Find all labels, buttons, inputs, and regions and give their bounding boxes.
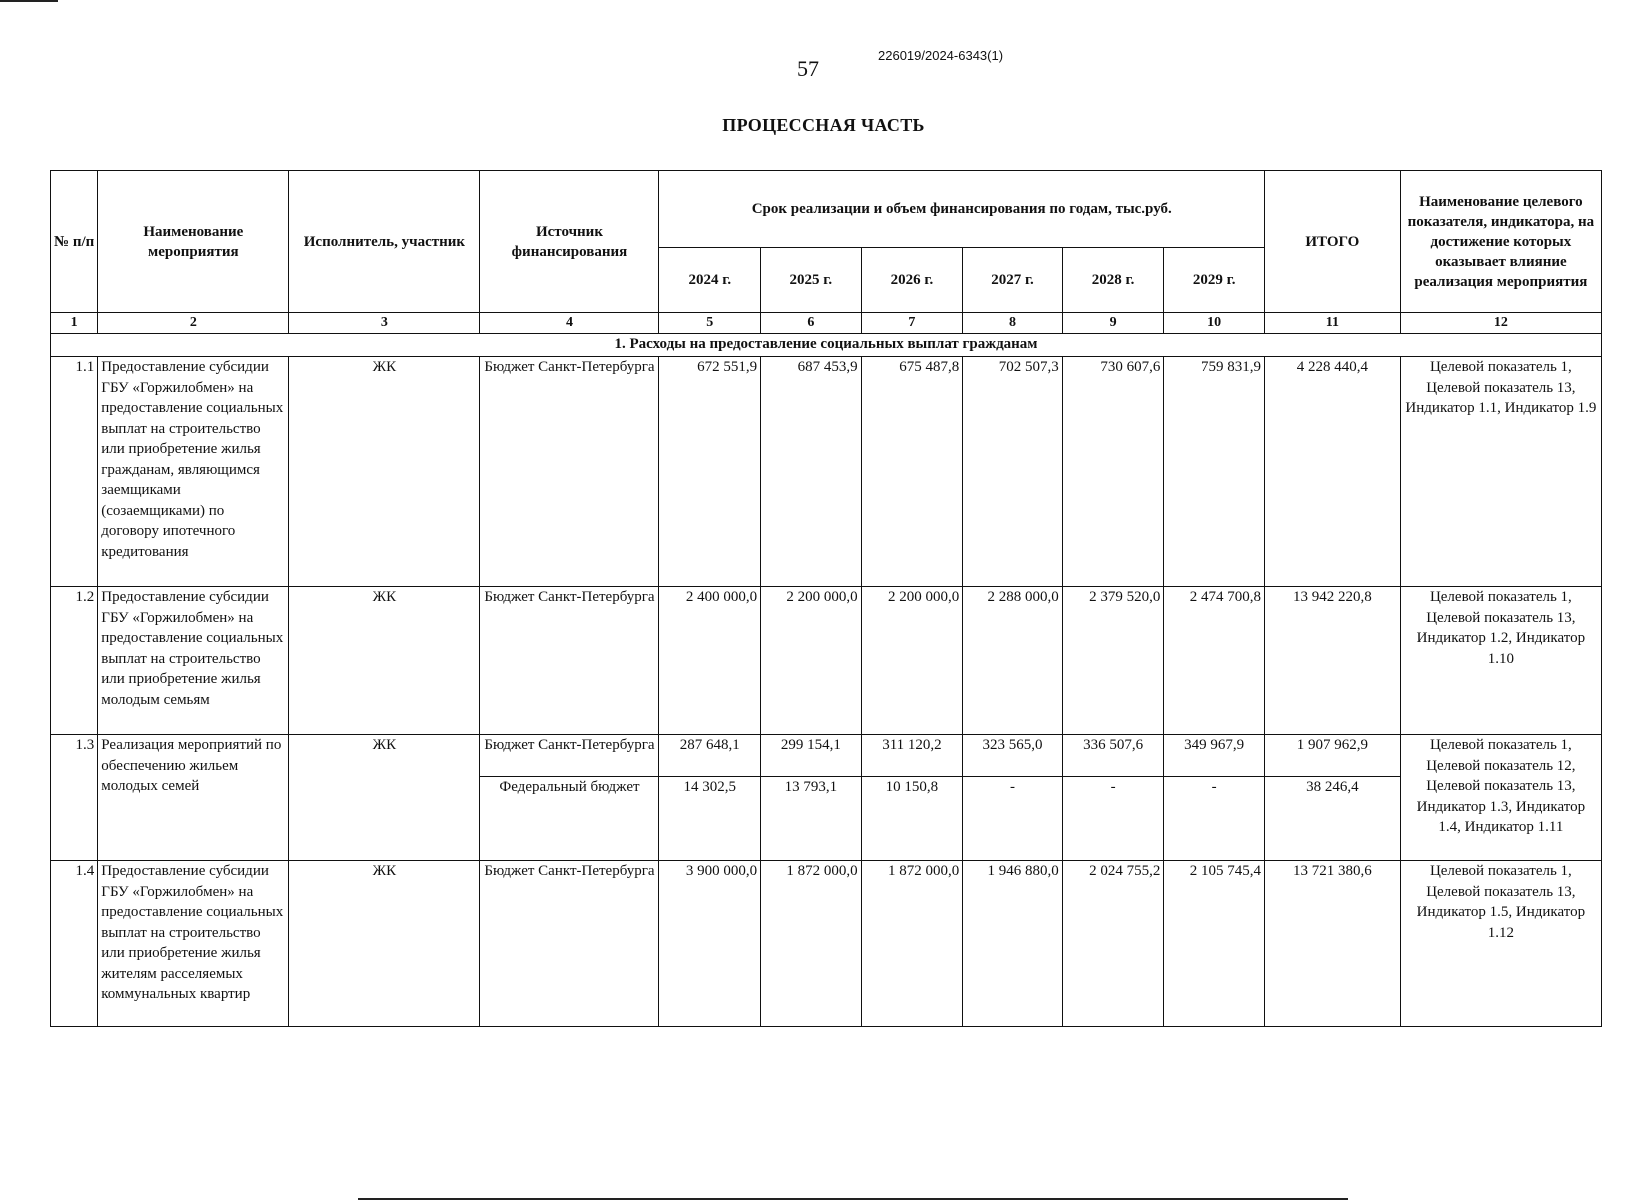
value-2026: 311 120,2 <box>861 735 963 777</box>
column-number: 11 <box>1264 313 1400 334</box>
value-2025: 2 200 000,0 <box>761 587 862 735</box>
value-2029: 349 967,9 <box>1164 735 1265 777</box>
value-2026: 10 150,8 <box>861 777 963 861</box>
column-number: 10 <box>1164 313 1265 334</box>
header-year-2028: 2028 г. <box>1062 248 1164 313</box>
scan-mark-top <box>0 0 58 2</box>
indicators: Целевой показатель 1, Целевой показатель 12, Целевой показатель 13, Индикатор 1.3, Индикатор 1.4, Индикатор 1.11 <box>1400 735 1601 861</box>
value-2028: - <box>1062 777 1164 861</box>
value-2029: 759 831,9 <box>1164 357 1265 587</box>
header-name: Наименование мероприятия <box>98 171 289 313</box>
page-title: ПРОЦЕССНАЯ ЧАСТЬ <box>722 115 925 135</box>
value-2029: - <box>1164 777 1265 861</box>
column-number: 7 <box>861 313 963 334</box>
value-2024: 672 551,9 <box>659 357 761 587</box>
header-no: № п/п <box>51 171 98 313</box>
header-indicator: Наименование целевого показателя, индикатора, на достижение которых оказывает влияние реализация мероприятия <box>1400 171 1601 313</box>
executor: ЖК <box>289 587 480 735</box>
column-number: 2 <box>98 313 289 334</box>
total-value: 4 228 440,4 <box>1264 357 1400 587</box>
process-table <box>50 170 1602 1027</box>
table-row <box>51 735 1602 777</box>
row-number: 1.4 <box>51 861 98 1027</box>
value-2027: - <box>963 777 1063 861</box>
table-row <box>51 861 1602 1027</box>
value-2027: 1 946 880,0 <box>963 861 1063 1027</box>
indicators: Целевой показатель 1, Целевой показатель 13, Индикатор 1.5, Индикатор 1.12 <box>1400 861 1601 1027</box>
header-total: ИТОГО <box>1264 171 1400 313</box>
value-2024: 14 302,5 <box>659 777 761 861</box>
page-number: 57 <box>797 56 819 81</box>
value-2024: 3 900 000,0 <box>659 861 761 1027</box>
header-year-2029: 2029 г. <box>1164 248 1265 313</box>
value-2024: 287 648,1 <box>659 735 761 777</box>
executor: ЖК <box>289 735 480 861</box>
column-number: 1 <box>51 313 98 334</box>
value-2027: 2 288 000,0 <box>963 587 1063 735</box>
value-2028: 2 379 520,0 <box>1062 587 1164 735</box>
activity-name: Предоставление субсидии ГБУ «Горжилобмен» на предоставление социальных выплат на строительство или приобретение жилья гражданам, являющимся заемщиками (созаемщиками) по договору ипотечного кредитования <box>98 357 289 587</box>
section-title: 1. Расходы на предоставление социальных выплат гражданам <box>51 334 1602 357</box>
column-number: 5 <box>659 313 761 334</box>
column-number: 3 <box>289 313 480 334</box>
row-number: 1.2 <box>51 587 98 735</box>
value-2029: 2 105 745,4 <box>1164 861 1265 1027</box>
row-number: 1.3 <box>51 735 98 861</box>
value-2027: 323 565,0 <box>963 735 1063 777</box>
column-number: 6 <box>761 313 862 334</box>
total-value: 1 907 962,9 <box>1264 735 1400 777</box>
column-number: 4 <box>480 313 659 334</box>
executor: ЖК <box>289 861 480 1027</box>
value-2026: 1 872 000,0 <box>861 861 963 1027</box>
activity-name: Реализация мероприятий по обеспечению жильем молодых семей <box>98 735 289 861</box>
value-2028: 730 607,6 <box>1062 357 1164 587</box>
indicators: Целевой показатель 1, Целевой показатель 13, Индикатор 1.2, Индикатор 1.10 <box>1400 587 1601 735</box>
value-2028: 2 024 755,2 <box>1062 861 1164 1027</box>
value-2025: 1 872 000,0 <box>761 861 862 1027</box>
table-row <box>51 587 1602 735</box>
header-year-2024: 2024 г. <box>659 248 761 313</box>
total-value: 13 942 220,8 <box>1264 587 1400 735</box>
row-number: 1.1 <box>51 357 98 587</box>
document-code: 226019/2024-6343(1) <box>878 48 1004 63</box>
header-executor: Исполнитель, участник <box>289 171 480 313</box>
activity-name: Предоставление субсидии ГБУ «Горжилобмен» на предоставление социальных выплат на строительство или приобретение жилья жителям расселяемых коммунальных квартир <box>98 861 289 1027</box>
value-2024: 2 400 000,0 <box>659 587 761 735</box>
header-year-2027: 2027 г. <box>963 248 1063 313</box>
total-value: 38 246,4 <box>1264 777 1400 861</box>
funding-source: Бюджет Санкт-Петербурга <box>480 357 659 587</box>
column-number: 12 <box>1400 313 1601 334</box>
value-2025: 13 793,1 <box>761 777 862 861</box>
column-numbers-row <box>51 313 1602 334</box>
executor: ЖК <box>289 357 480 587</box>
header-source: Источник финансирования <box>480 171 659 313</box>
value-2028: 336 507,6 <box>1062 735 1164 777</box>
table-row <box>51 357 1602 587</box>
value-2025: 687 453,9 <box>761 357 862 587</box>
funding-source: Бюджет Санкт-Петербурга <box>480 587 659 735</box>
column-number: 9 <box>1062 313 1164 334</box>
funding-source: Федеральный бюджет <box>480 777 659 861</box>
total-value: 13 721 380,6 <box>1264 861 1400 1027</box>
header-year-2025: 2025 г. <box>761 248 862 313</box>
funding-source: Бюджет Санкт-Петербурга <box>480 861 659 1027</box>
header-year-2026: 2026 г. <box>861 248 963 313</box>
column-number: 8 <box>963 313 1063 334</box>
value-2025: 299 154,1 <box>761 735 862 777</box>
indicators: Целевой показатель 1, Целевой показатель 13, Индикатор 1.1, Индикатор 1.9 <box>1400 357 1601 587</box>
value-2027: 702 507,3 <box>963 357 1063 587</box>
value-2029: 2 474 700,8 <box>1164 587 1265 735</box>
header-years-group: Срок реализации и объем финансирования по годам, тыс.руб. <box>659 171 1265 248</box>
value-2026: 675 487,8 <box>861 357 963 587</box>
funding-source: Бюджет Санкт-Петербурга <box>480 735 659 777</box>
activity-name: Предоставление субсидии ГБУ «Горжилобмен» на предоставление социальных выплат на строительство или приобретение жилья молодым семьям <box>98 587 289 735</box>
value-2026: 2 200 000,0 <box>861 587 963 735</box>
